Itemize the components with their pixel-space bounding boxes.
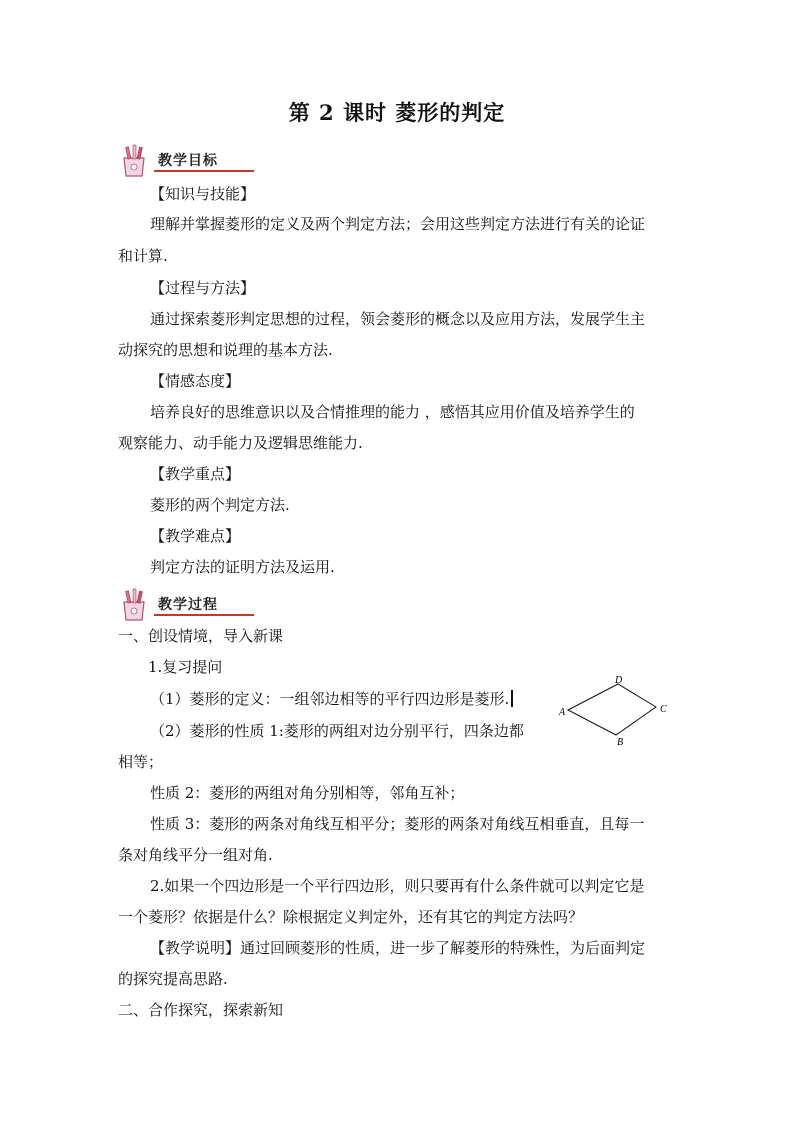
paragraph-line: 理解并掌握菱形的定义及两个判定方法；会用这些判定方法进行有关的论证: [150, 215, 646, 233]
paragraph-line: [150, 689, 513, 709]
section-badge-process: [118, 588, 258, 622]
paragraph-line: 【教学说明】通过回顾菱形的性质，进一步了解菱形的特殊性，为后面判定: [150, 939, 646, 957]
heading-difficulty: 【教学难点】: [150, 527, 241, 545]
paragraph-line: 和计算.: [118, 247, 168, 265]
paragraph-line: 的探究提高思路.: [118, 970, 228, 988]
heading-key-points: 【教学重点】: [150, 465, 241, 483]
paragraph-line: 动探究的思想和说理的基本方法.: [118, 341, 333, 359]
paragraph-line: 性质 2：菱形的两组对角分别相等，邻角互补；: [150, 784, 465, 802]
heading-review: 1.复习提问: [148, 658, 223, 676]
vertex-label-c: C: [660, 704, 667, 715]
heading-process-method: 【过程与方法】: [150, 279, 256, 297]
paragraph-line: 观察能力、动手能力及逻辑思维能力.: [118, 434, 363, 452]
paragraph-line: 性质 3：菱形的两条对角线互相平分；菱形的两条对角线互相垂直，且每一: [150, 815, 645, 833]
heading-emotion: 【情感态度】: [150, 372, 241, 390]
paragraph-line: 菱形的两个判定方法.: [150, 496, 290, 514]
rhombus-figure: [556, 674, 676, 750]
heading-part-2: 二、合作探究，探索新知: [118, 1001, 284, 1019]
paragraph-line: 判定方法的证明方法及运用.: [150, 558, 335, 576]
pen-holder-icon: [118, 144, 158, 178]
heading-knowledge: 【知识与技能】: [150, 185, 256, 203]
paragraph-line: 通过探索菱形判定思想的过程，领会菱形的概念以及应用方法，发展学生主: [150, 310, 646, 328]
section-badge-label: 教学目标: [158, 153, 218, 169]
definition-text: （1）菱形的定义：一组邻边相等的平行四边形是菱形.: [150, 690, 510, 708]
paragraph-line: （2）菱形的性质 1:菱形的两组对边分别平行，四条边都: [150, 722, 524, 740]
pen-holder-icon: [118, 588, 158, 622]
section-badge-goals: [118, 144, 258, 178]
page-title: 第 2 课时 菱形的判定: [288, 100, 506, 125]
paragraph-line: 条对角线平分一组对角.: [118, 846, 273, 864]
divider: [154, 170, 254, 172]
divider: [154, 614, 254, 616]
paragraph-line: 一个菱形？依据是什么？除根据定义判定外，还有其它的判定方法吗？: [118, 908, 584, 926]
vertex-label-b: B: [617, 737, 624, 748]
vertex-label-d: D: [615, 675, 623, 686]
text-cursor: [511, 690, 513, 707]
paragraph-line: 2.如果一个四边形是一个平行四边形，则只要再有什么条件就可以判定它是: [150, 877, 645, 895]
vertex-label-a: A: [559, 707, 566, 718]
heading-part-1: 一、创设情境，导入新课: [118, 627, 284, 645]
paragraph-line: 培养良好的思维意识以及合情推理的能力 ，感悟其应用价值及培养学生的: [150, 403, 635, 421]
paragraph-line: 相等；: [118, 753, 164, 771]
section-badge-label: 教学过程: [158, 597, 218, 613]
